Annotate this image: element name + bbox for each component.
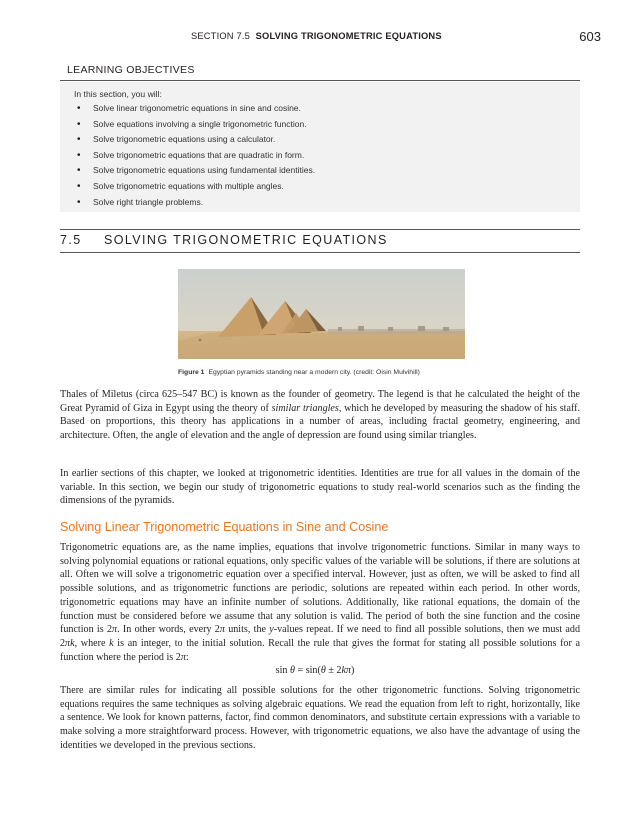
objective-item: • Solve linear trigonometric equations in sine and cosine. [74,101,315,117]
paragraph-thales [60,388,580,443]
objective-item: • Solve trigonometric equations that are quadratic in form. [74,148,315,164]
objective-item: • Solve trigonometric equations using fundamental identities. [74,163,315,179]
running-head-section [191,31,442,41]
page-number: 603 [579,29,601,44]
section-heading [60,233,388,247]
section-bottom-rule [60,252,580,253]
figure-caption-text: Egyptian pyramids standing near a modern city. (credit: Oisin Mulvihill) [208,369,420,376]
section-top-rule [60,229,580,230]
periodic-solution-equation [0,665,630,676]
similar-triangles-term: similar triangles [271,402,339,414]
learning-objectives-heading: LEARNING OBJECTIVES [67,64,195,76]
pyramids-photo [178,269,465,359]
paragraph-text: : [185,651,189,663]
objectives-top-rule [60,80,580,81]
eq-theta: θ [289,665,295,676]
figure-label: Figure 1 [178,369,205,376]
math-y: y [269,624,274,636]
eq-equals: = [297,665,304,676]
running-head-section-label: SECTION 7.5 [191,31,251,41]
objective-item: • Solve trigonometric equations with multiple angles. [74,179,315,195]
eq-sin: sin [275,665,288,676]
paragraph-text: Thales of Miletus (circa 625–547 BC) is known as the founder of geometry. The legend is that he calculated the height of the Great Pyramid of Giza in Egypt using the theory of [60,389,580,414]
learning-objectives-list [74,101,315,210]
section-number: 7.5 [60,233,82,247]
objective-item: • Solve equations involving a single trigonometric function. [74,117,315,133]
section-title: SOLVING TRIGONOMETRIC EQUATIONS [104,233,388,247]
running-head-section-title: SOLVING TRIGONOMETRIC EQUATIONS [255,31,442,41]
figure-caption [178,369,420,376]
subsection-title: Solving Linear Trigonometric Equations in Sine and Cosine [60,520,389,534]
eq-close: ) [350,665,355,676]
math-k: k [109,637,114,649]
paragraph-text: -values repeat. If we need to find all possible solutions, then we must add 2 [60,624,580,649]
paragraph-text: . In other words, every 2 [117,624,220,636]
paragraph-text: units, the [224,624,270,636]
math-pi: π [112,624,118,636]
math-pi: π [180,651,186,663]
paragraph-text: Trigonometric equations are, as the name implies, equations that involve trigonometric functions. Similar in many ways to solving polynomial equations or rational equations, only specific values of the variable will be solutions, if there are solutions at all. Often we will solve a trigonometric equation over a specified interval. However, just as often, we will be asked to find all possible solutions, and as trigonometric functions are periodic, solutions are repeated within each period. In other words, trigonometric equations may have an infinite number of solutions. Additionally, like rational equations, the domain of the function must be considered before we assume that any solution is valid. The period of both the sine function and the cosine function is 2 [60,542,580,636]
paragraph-text: , which he developed by measuring the shadow of his staff. Based on proportions, this theory has applications in a number of areas, including fractal geometry, engineering, and architecture. Often, the angle of elevation and the angle of depression are found using similar triangles. [60,402,580,442]
objective-item: • Solve trigonometric equations using a calculator. [74,132,315,148]
math-pi: π [219,624,225,636]
eq-plus-minus: ± 2 [325,665,342,676]
paragraph-text: , where [74,637,110,649]
paragraph-text: is an integer, to the initial solution. Recall the rule that gives the format for stating all possible solutions for a function where the period is 2 [60,637,580,663]
paragraph-trig-equations [60,541,580,664]
objective-item: • Solve right triangle problems. [74,195,315,211]
learning-objectives-intro: In this section, you will: [74,89,162,99]
eq-sin-open: sin( [305,665,321,676]
running-head [0,30,630,46]
paragraph-similar-rules: There are similar rules for indicating all possible solutions for the other trigonometric functions. Solving trigonometric equations requires the same techniques as solving algebraic equations. We read the equation from left to right, horizontally, like a sentence. We look for known patterns, factor, find common denominators, and substitute certain expressions with a variable to make solving a more straightforward process. However, with trigonometric equations, we also have the advantage of using the identities we developed in the previous sections. [60,685,580,751]
eq-theta: θ [320,665,326,676]
eq-k-pi: kπ [341,665,351,676]
math-pi-k: πk [65,637,75,649]
paragraph-identities: In earlier sections of this chapter, we looked at trigonometric identities. Identities are true for all values in the domain of the variable. In this section, we begin our study of trigonometric equations to study real-world scenarios such as the finding the dimensions of the pyramids. [60,468,580,507]
